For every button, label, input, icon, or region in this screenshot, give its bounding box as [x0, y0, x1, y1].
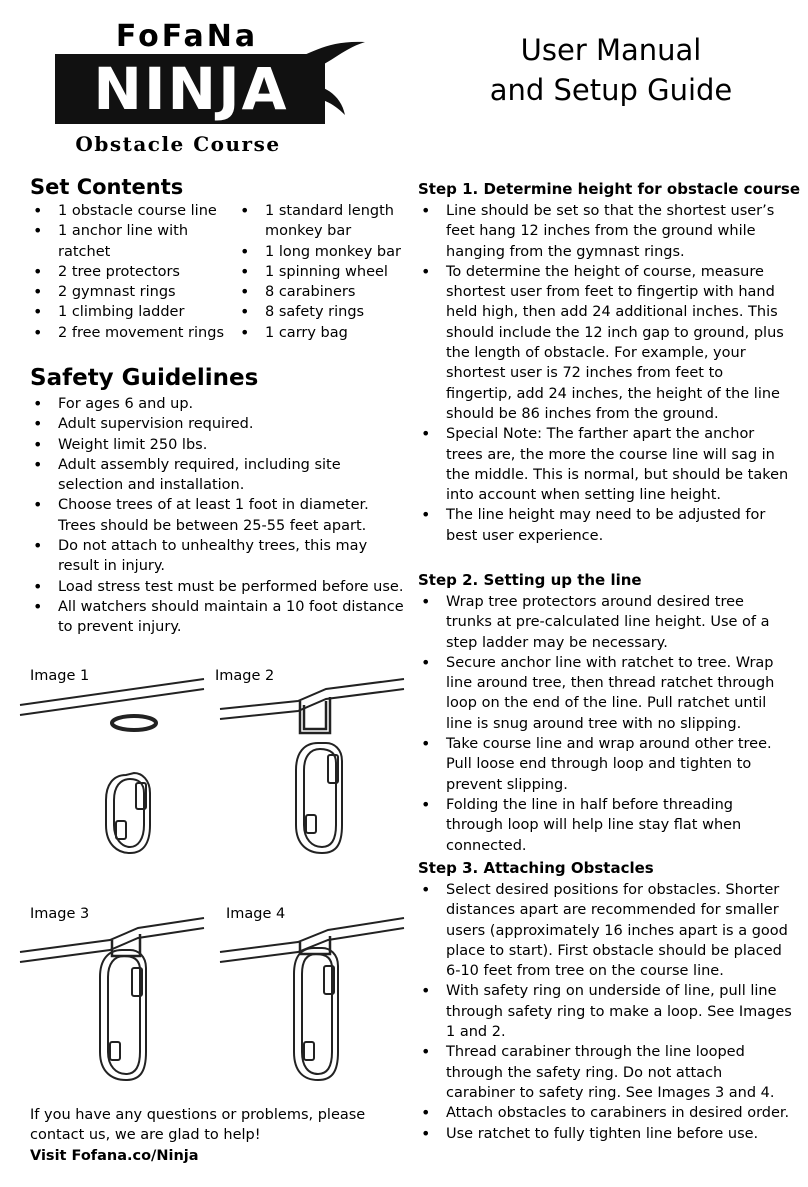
- step-2-heading-prefix: Step 2: [418, 571, 473, 589]
- image-2-label: Image 2: [215, 668, 275, 684]
- contact-url[interactable]: Visit Fofana.co/Ninja: [30, 1148, 199, 1164]
- list-item: • To determine the height of course, measure shortest user from feet to fingertip with hand held high, then add 24 additional inches. This should include the 12 inch gap to ground, plus the length of obstacle. For example, your shortest user is 72 inches from feet to fingertip, add 24 inches, the height of the line should be 86 inches from the ground.: [418, 262, 793, 424]
- list-item: • 1 anchor line with ratchet: [30, 221, 226, 262]
- step-2-heading: [418, 570, 642, 590]
- list-item: • Line should be set so that the shortest user’s feet hang 12 inches from the ground while hanging from the gymnast rings.: [418, 201, 793, 262]
- step-1-list: [418, 201, 793, 546]
- step-2-list: [418, 592, 793, 856]
- list-item: • Thread carabiner through the line looped through the safety ring. Do not attach carabiner to safety ring. See Images 3 and 4.: [418, 1042, 793, 1103]
- list-item: • Adult supervision required.: [30, 414, 405, 434]
- list-item: • Secure anchor line with ratchet to tree. Wrap line around tree, then thread ratchet through loop on the end of the line. Pull ratchet until line is snug around tree with no slipping.: [418, 653, 793, 734]
- safety-guidelines-heading: Safety Guidelines: [30, 365, 259, 391]
- list-item: • Weight limit 250 lbs.: [30, 435, 405, 455]
- title-line-1: User Manual: [520, 33, 702, 67]
- list-item: • The line height may need to be adjusted for best user experience.: [418, 505, 793, 546]
- set-contents-column-1: [30, 201, 226, 343]
- image-2-illustration: [218, 675, 408, 865]
- list-item: • Do not attach to unhealthy trees, this may result in injury.: [30, 536, 405, 577]
- carabiner-icon: [100, 950, 146, 1080]
- list-item: • With safety ring on underside of line, pull line through safety ring to make a loop. See Images 1 and 2.: [418, 981, 793, 1042]
- list-item: • 1 carry bag: [237, 323, 407, 343]
- list-item: • Folding the line in half before threading through loop will help line stay flat when connected.: [418, 795, 793, 856]
- image-1-label: Image 1: [30, 668, 90, 684]
- step-1-heading: Step 1. Determine height for obstacle course: [418, 180, 800, 198]
- list-item: • Load stress test must be performed before use.: [30, 577, 405, 597]
- step-3-heading: Step 3. Attaching Obstacles: [418, 859, 654, 877]
- list-item: • 2 tree protectors: [30, 262, 226, 282]
- list-item: • Choose trees of at least 1 foot in diameter. Trees should be between 25-55 feet apart.: [30, 495, 405, 536]
- list-item: • Select desired positions for obstacles. Shorter distances apart are recommended for smaller users (approximately 16 inches apart is a good place to start). First obstacle should be placed 6-10 feet from tree on the course line.: [418, 880, 793, 981]
- step-2-heading-rest: . Setting up the line: [472, 571, 642, 589]
- list-item: • Attach obstacles to carabiners in desired order.: [418, 1103, 793, 1123]
- carabiner-icon: [106, 773, 150, 853]
- image-3-illustration: [18, 912, 208, 1102]
- title-line-2: and Setup Guide: [489, 73, 733, 107]
- list-item: • 1 climbing ladder: [30, 302, 226, 322]
- list-item: • For ages 6 and up.: [30, 394, 405, 414]
- image-4-illustration: [218, 912, 408, 1102]
- image-3-label: Image 3: [30, 906, 90, 922]
- list-item: • 2 free movement rings: [30, 323, 226, 343]
- list-item: • Use ratchet to fully tighten line before use.: [418, 1124, 793, 1144]
- list-item: • 1 spinning wheel: [237, 262, 407, 282]
- list-item: • Special Note: The farther apart the anchor trees are, the more the course line will sag in the middle. This is normal, but should be taken into account when setting line height.: [418, 424, 793, 505]
- set-contents-column-2: [237, 201, 407, 343]
- image-4-label: Image 4: [226, 906, 286, 922]
- list-item: • 8 safety rings: [237, 302, 407, 322]
- set-contents-heading: Set Contents: [30, 175, 184, 199]
- image-1-illustration: [18, 675, 208, 865]
- logo-main-text: NINJA: [93, 55, 289, 123]
- list-item: • 1 obstacle course line: [30, 201, 226, 221]
- logo-top-text: FoFaNa: [115, 19, 259, 54]
- list-item: • 1 standard length monkey bar: [237, 201, 407, 242]
- logo-subtitle: Obstacle Course: [75, 132, 281, 156]
- safety-guidelines-list: [30, 394, 405, 638]
- list-item: • 8 carabiners: [237, 282, 407, 302]
- carabiner-icon: [294, 948, 338, 1080]
- carabiner-icon: [296, 743, 342, 853]
- step-3-list: [418, 880, 793, 1144]
- list-item: • Adult assembly required, including site selection and installation.: [30, 455, 405, 496]
- list-item: • Take course line and wrap around other tree. Pull loose end through loop and tighten to prevent slipping.: [418, 734, 793, 795]
- list-item: • All watchers should maintain a 10 foot distance to prevent injury.: [30, 597, 405, 638]
- document-title: [480, 30, 742, 110]
- list-item: • 2 gymnast rings: [30, 282, 226, 302]
- list-item: • 1 long monkey bar: [237, 242, 407, 262]
- contact-text: If you have any questions or problems, please contact us, we are glad to help!: [30, 1107, 366, 1144]
- list-item: • Wrap tree protectors around desired tree trunks at pre-calculated line height. Use of a step ladder may be necessary.: [418, 592, 793, 653]
